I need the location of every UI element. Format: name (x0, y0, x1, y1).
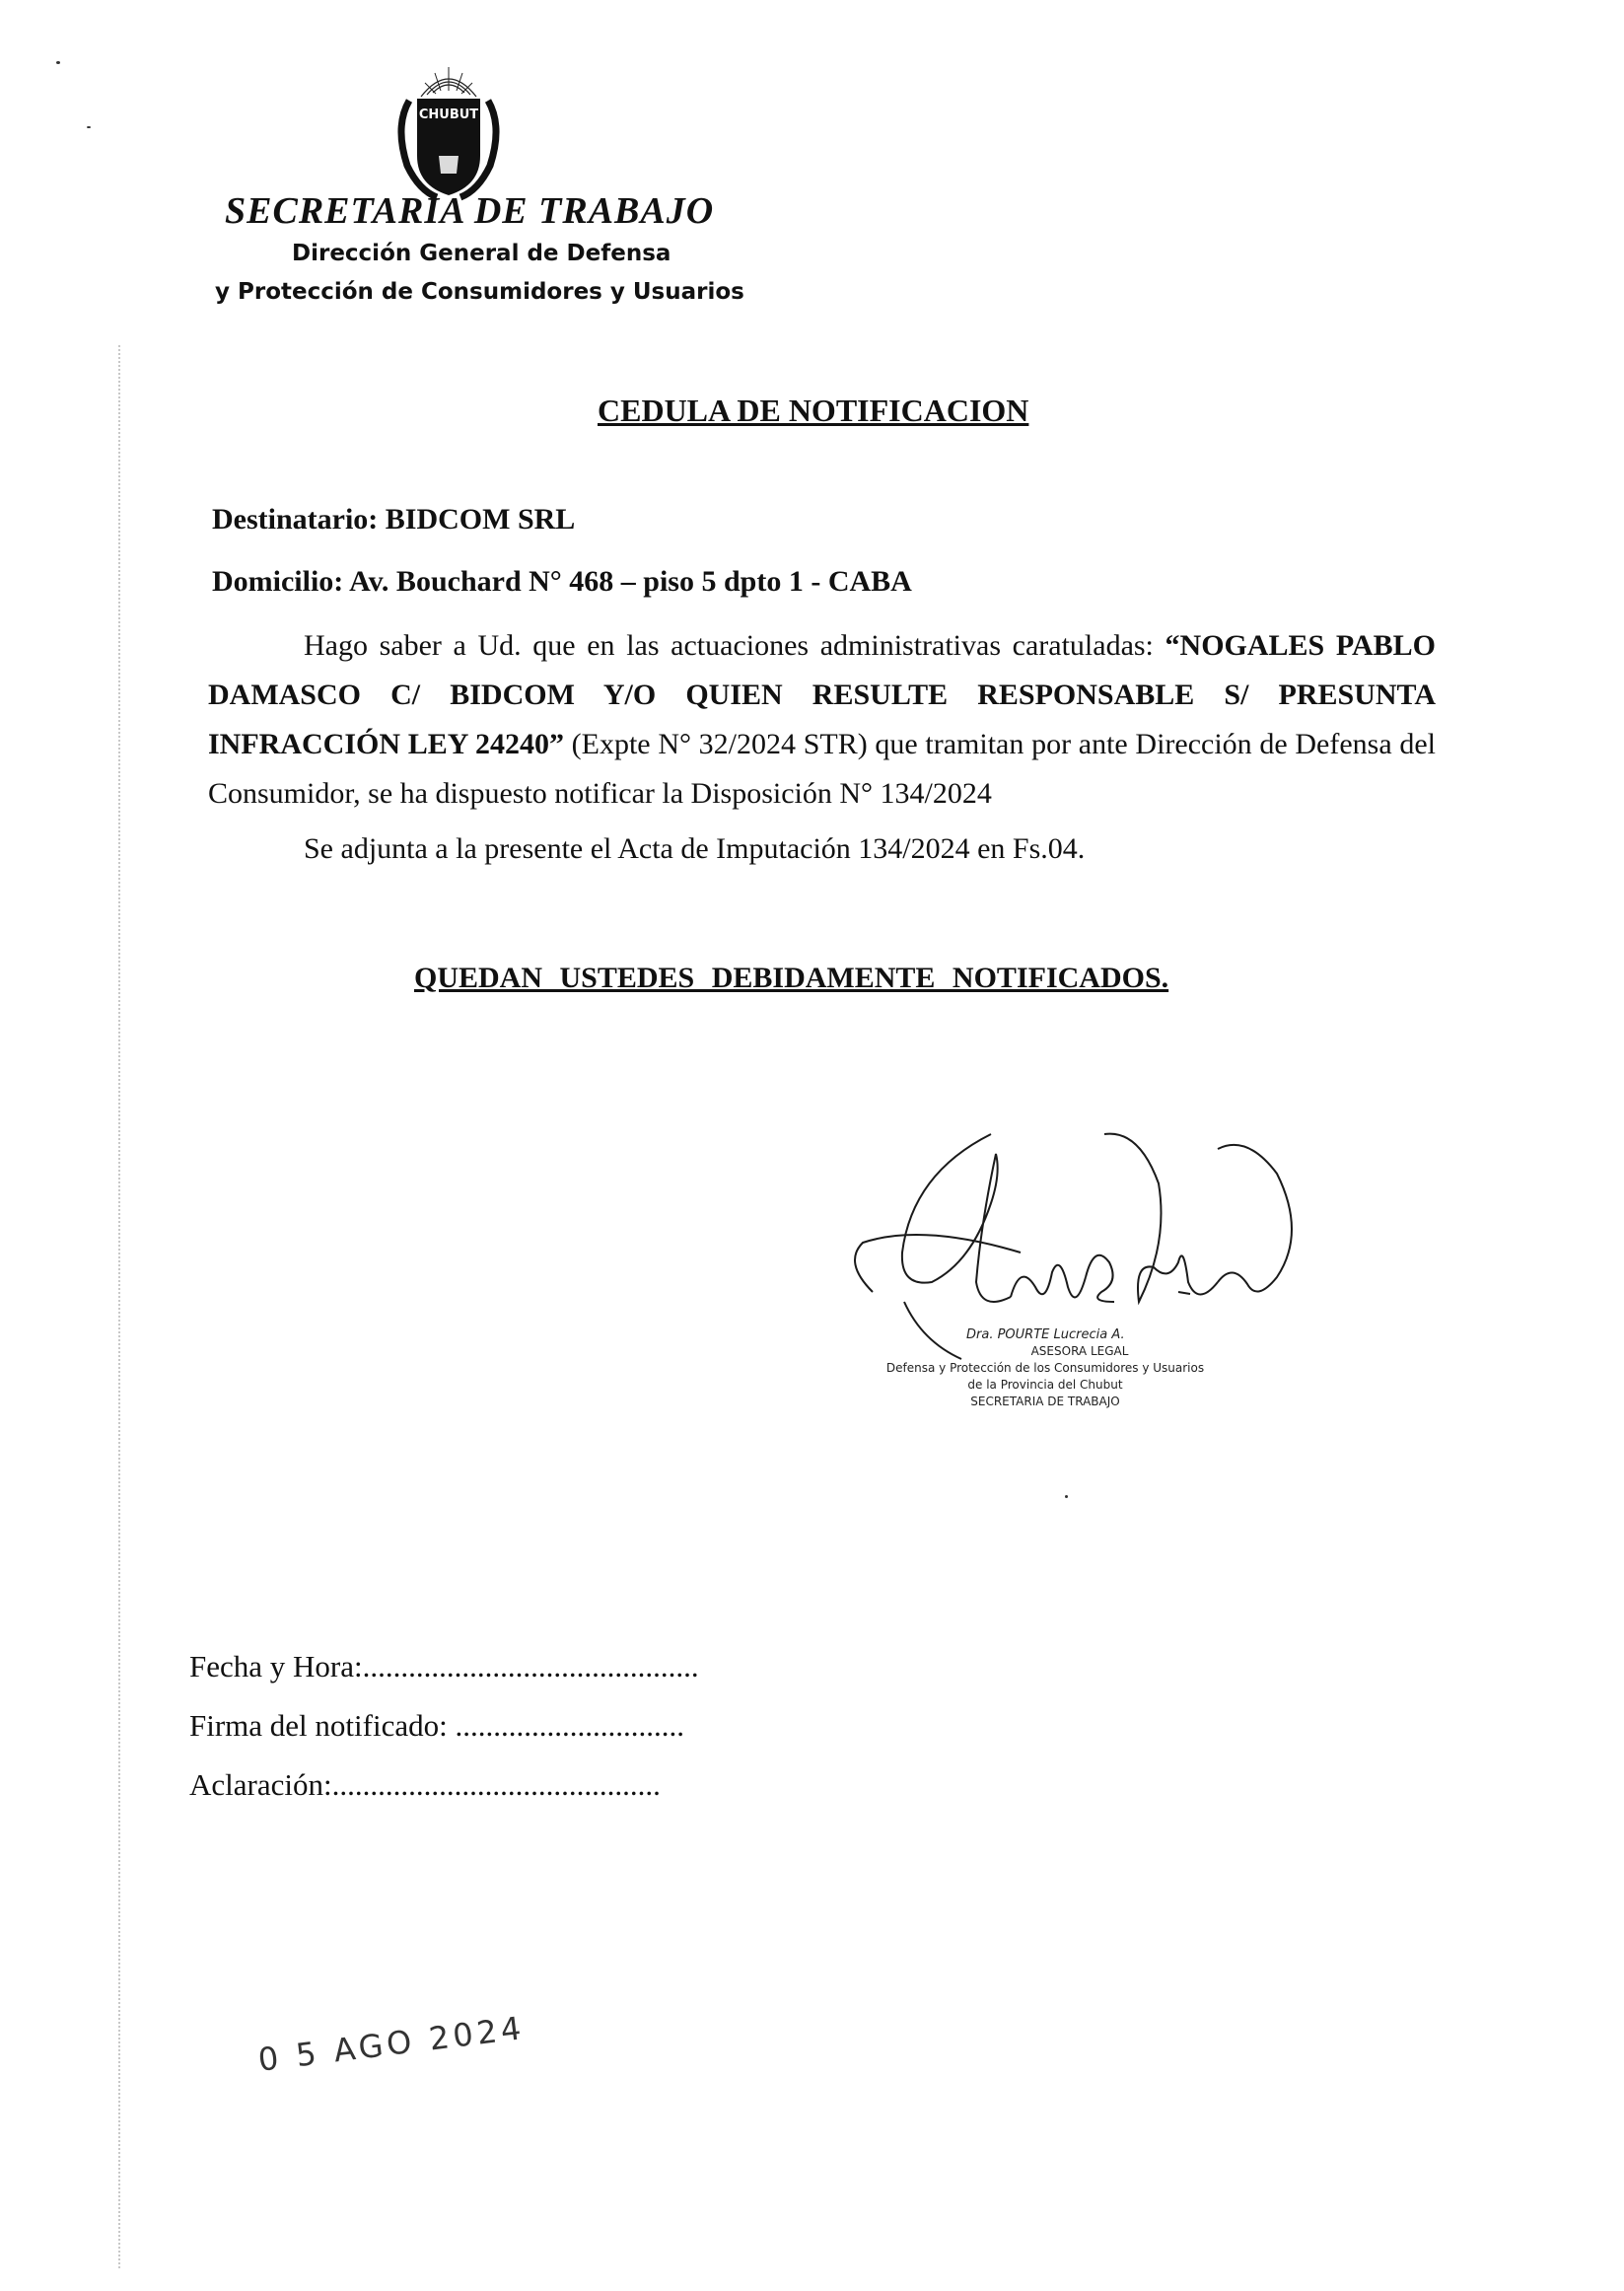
chubut-crest-icon (380, 57, 518, 205)
document-title: CEDULA DE NOTIFICACION (598, 393, 1029, 428)
direccion-line-1: Dirección General de Defensa (292, 241, 671, 266)
secretaria-title: SECRETARIA DE TRABAJO (225, 190, 715, 232)
handwritten-signature (843, 1114, 1326, 1361)
recipient-form (189, 1637, 699, 1815)
notification-body (208, 621, 1436, 874)
case-title: “NOGALES PABLO DAMASCO C/ BIDCOM Y/O QUIEN RESULTE RESPONSABLE S/ PRESUNTA INFRACCIÓN LEY 24240” (208, 629, 1436, 760)
fecha-hora-field: Fecha y Hora:............................................ (189, 1649, 699, 1683)
crest-label: CHUBUT (418, 107, 479, 122)
signature-stamp (858, 1326, 1233, 1410)
scan-speck (87, 126, 91, 128)
stamp-name: Dra. POURTE Lucrecia A. (966, 1327, 1125, 1342)
stamp-secretaria: SECRETARIA DE TRABAJO (970, 1395, 1120, 1408)
paragraph-rest: (Expte N° 32/2024 STR) que tramitan por ante Dirección de Defensa del Consumidor, se ha dispuesto notificar la Disposición N° 134/2024 (208, 728, 1437, 810)
scan-speck (1065, 1495, 1068, 1498)
stamp-role: ASESORA LEGAL (1030, 1344, 1129, 1358)
paragraph-intro: Hago saber a Ud. que en las actuaciones administrativas caratuladas: (304, 629, 1165, 662)
received-date-stamp: 0 5 AGO 2024 (255, 2008, 528, 2079)
paragraph-attachment: Se adjunta a la presente el Acta de Imputación 134/2024 en Fs.04. (304, 832, 1086, 865)
closing-statement: QUEDAN USTEDES DEBIDAMENTE NOTIFICADOS. (414, 962, 1169, 994)
aclaracion-field: Aclaración:........................................... (189, 1767, 661, 1802)
stamp-office: Defensa y Protección de los Consumidores y Usuarios (885, 1361, 1205, 1375)
stamp-province: de la Provincia del Chubut (967, 1378, 1123, 1392)
firma-notificado-field: Firma del notificado: .............................. (189, 1708, 684, 1743)
binding-margin-marks (118, 345, 120, 2268)
domicilio: Domicilio: Av. Bouchard N° 468 – piso 5 dpto 1 - CABA (212, 565, 912, 598)
scan-speck (56, 61, 60, 64)
destinatario: Destinatario: BIDCOM SRL (212, 503, 576, 536)
paragraph-notification (208, 621, 1436, 819)
direccion-line-2: y Protección de Consumidores y Usuarios (215, 279, 744, 305)
